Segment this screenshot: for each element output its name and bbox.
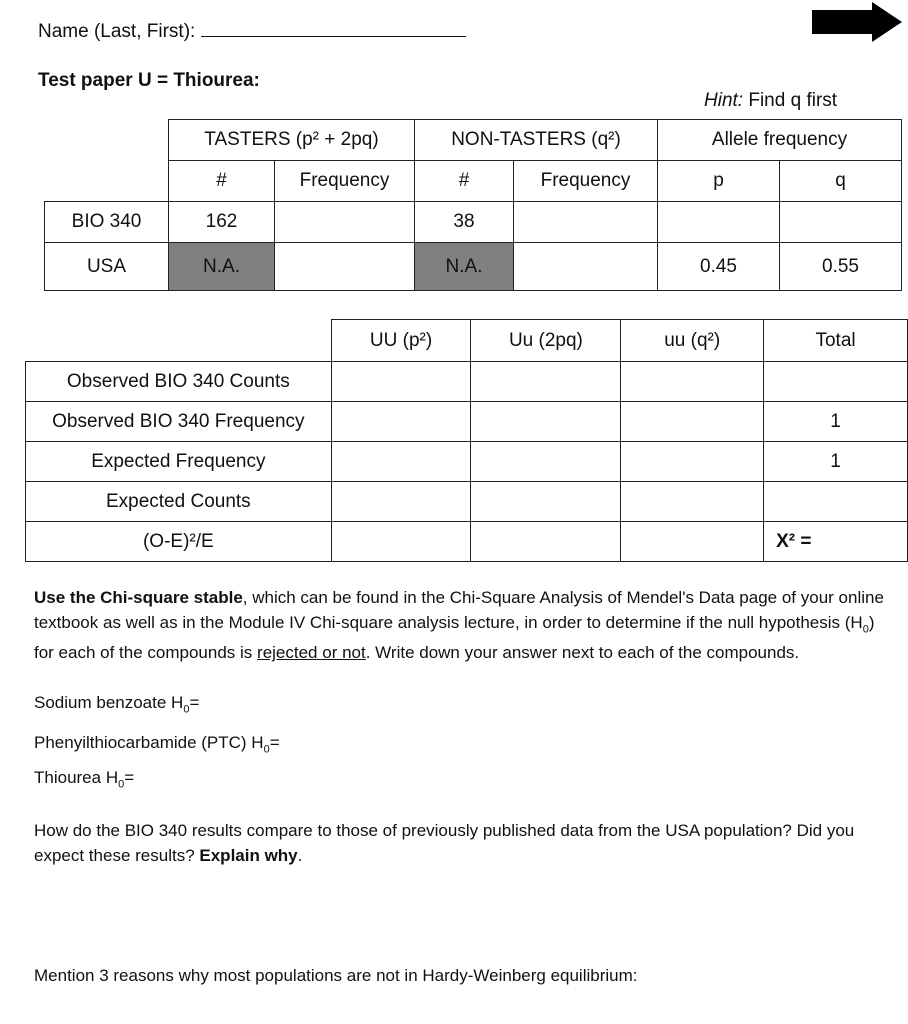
usa-tasters-frequency[interactable] bbox=[275, 243, 415, 291]
table-row bbox=[45, 120, 902, 161]
answer-sodium-benzoate[interactable] bbox=[34, 693, 199, 715]
allele-frequency-table bbox=[44, 119, 902, 291]
table-row bbox=[26, 522, 908, 562]
question-bold-tail: Explain why bbox=[199, 846, 298, 865]
uu-recessive-header: uu (q²) bbox=[621, 320, 764, 362]
uu-dominant-header: UU (p²) bbox=[331, 320, 471, 362]
answer-suffix: = bbox=[189, 693, 200, 712]
answer-ptc[interactable] bbox=[34, 733, 280, 755]
instructions-text-1: , which can be found in the Chi-Square Analysis of Mendel's Data page of your online textbook as well as in the Module IV Chi-square analysis lecture, in order to determine if the null hypothesis (H bbox=[34, 588, 884, 632]
bio340-tasters-frequency[interactable] bbox=[275, 202, 415, 243]
bio340-non-tasters-frequency[interactable] bbox=[514, 202, 658, 243]
test-title: Test paper U = Thiourea: bbox=[38, 70, 260, 91]
answer-cell[interactable] bbox=[331, 402, 471, 442]
answer-label: Sodium benzoate H bbox=[34, 693, 184, 712]
question-compare-results bbox=[34, 818, 894, 868]
p-header: p bbox=[658, 161, 780, 202]
answer-cell[interactable] bbox=[471, 482, 621, 522]
observed-counts-total[interactable] bbox=[764, 362, 908, 402]
table-row bbox=[26, 482, 908, 522]
question-text: How do the BIO 340 results compare to those of previously published data from the USA population? Did you expect these results? bbox=[34, 821, 855, 865]
table-row bbox=[26, 402, 908, 442]
bio340-q[interactable] bbox=[780, 202, 902, 243]
non-tasters-frequency-header: Frequency bbox=[514, 161, 658, 202]
question-end: . bbox=[297, 846, 303, 865]
allele-frequency-header: Allele frequency bbox=[658, 120, 902, 161]
instructions-underlined: rejected or not bbox=[257, 643, 366, 663]
answer-cell[interactable] bbox=[471, 442, 621, 482]
answer-cell[interactable] bbox=[331, 362, 471, 402]
observed-frequency-total: 1 bbox=[764, 402, 908, 442]
uu-heterozygous-header: Uu (2pq) bbox=[471, 320, 621, 362]
answer-cell[interactable] bbox=[471, 362, 621, 402]
empty-corner bbox=[45, 161, 169, 202]
instructions-bold-lead: Use the Chi-square stable bbox=[34, 588, 243, 607]
answer-subscript: 0 bbox=[263, 743, 270, 756]
answer-cell[interactable] bbox=[471, 402, 621, 442]
table-row bbox=[45, 202, 902, 243]
answer-cell[interactable] bbox=[621, 442, 764, 482]
answer-thiourea[interactable] bbox=[34, 768, 134, 790]
usa-p: 0.45 bbox=[658, 243, 780, 291]
answer-cell[interactable] bbox=[331, 482, 471, 522]
bio340-p[interactable] bbox=[658, 202, 780, 243]
hint bbox=[704, 90, 837, 112]
answer-subscript: 0 bbox=[118, 778, 125, 791]
genotype-chi-square-table bbox=[25, 319, 908, 562]
tasters-frequency-header: Frequency bbox=[275, 161, 415, 202]
row-label-expected-counts: Expected Counts bbox=[26, 482, 332, 522]
instructions-text-2: ) for each of the compounds is bbox=[34, 612, 875, 663]
answer-cell[interactable] bbox=[621, 402, 764, 442]
answer-subscript: 0 bbox=[183, 703, 190, 716]
answer-cell[interactable] bbox=[621, 362, 764, 402]
empty-corner bbox=[45, 120, 169, 161]
chi-square-total[interactable]: X² = bbox=[764, 522, 908, 562]
row-label-expected-frequency: Expected Frequency bbox=[26, 442, 332, 482]
non-tasters-header: NON-TASTERS (q²) bbox=[415, 120, 658, 161]
usa-non-tasters-frequency[interactable] bbox=[514, 243, 658, 291]
hint-label: Hint: bbox=[704, 90, 744, 111]
non-tasters-count-header: # bbox=[415, 161, 514, 202]
usa-q: 0.55 bbox=[780, 243, 902, 291]
table-row bbox=[26, 362, 908, 402]
instructions-subscript: 0 bbox=[862, 622, 869, 635]
q-header: q bbox=[780, 161, 902, 202]
row-label-observed-frequency: Observed BIO 340 Frequency bbox=[26, 402, 332, 442]
total-header: Total bbox=[764, 320, 908, 362]
answer-suffix: = bbox=[269, 733, 280, 752]
row-label-bio340: BIO 340 bbox=[45, 202, 169, 243]
tasters-count-header: # bbox=[169, 161, 275, 202]
usa-tasters-count: N.A. bbox=[169, 243, 275, 291]
expected-frequency-total: 1 bbox=[764, 442, 908, 482]
instructions-text-3: . Write down your answer next to each of the compounds. bbox=[365, 643, 800, 663]
answer-cell[interactable] bbox=[331, 522, 471, 562]
name-blank-line[interactable] bbox=[201, 20, 466, 37]
bio340-non-tasters-count: 38 bbox=[415, 202, 514, 243]
table-row bbox=[26, 442, 908, 482]
table-row bbox=[45, 243, 902, 291]
tasters-header: TASTERS (p² + 2pq) bbox=[169, 120, 415, 161]
answer-cell[interactable] bbox=[621, 482, 764, 522]
table-row bbox=[26, 320, 908, 362]
name-label: Name (Last, First): bbox=[38, 21, 196, 42]
row-label-usa: USA bbox=[45, 243, 169, 291]
expected-counts-total[interactable] bbox=[764, 482, 908, 522]
row-label-observed-counts: Observed BIO 340 Counts bbox=[26, 362, 332, 402]
chi-square-instructions bbox=[34, 586, 890, 666]
answer-label: Phenyilthiocarbamide (PTC) H bbox=[34, 733, 264, 752]
hint-text: Find q first bbox=[748, 90, 838, 111]
empty-corner bbox=[26, 320, 332, 362]
row-label-o-minus-e: (O-E)²/E bbox=[26, 522, 332, 562]
bio340-tasters-count: 162 bbox=[169, 202, 275, 243]
table-row bbox=[45, 161, 902, 202]
answer-cell[interactable] bbox=[471, 522, 621, 562]
answer-cell[interactable] bbox=[331, 442, 471, 482]
name-field-row bbox=[38, 20, 466, 43]
answer-cell[interactable] bbox=[621, 522, 764, 562]
answer-suffix: = bbox=[124, 768, 135, 787]
question-hardy-weinberg: Mention 3 reasons why most populations are not in Hardy-Weinberg equilibrium: bbox=[34, 966, 638, 985]
arrow-right-icon bbox=[812, 2, 902, 42]
usa-non-tasters-count: N.A. bbox=[415, 243, 514, 291]
answer-label: Thiourea H bbox=[34, 768, 119, 787]
